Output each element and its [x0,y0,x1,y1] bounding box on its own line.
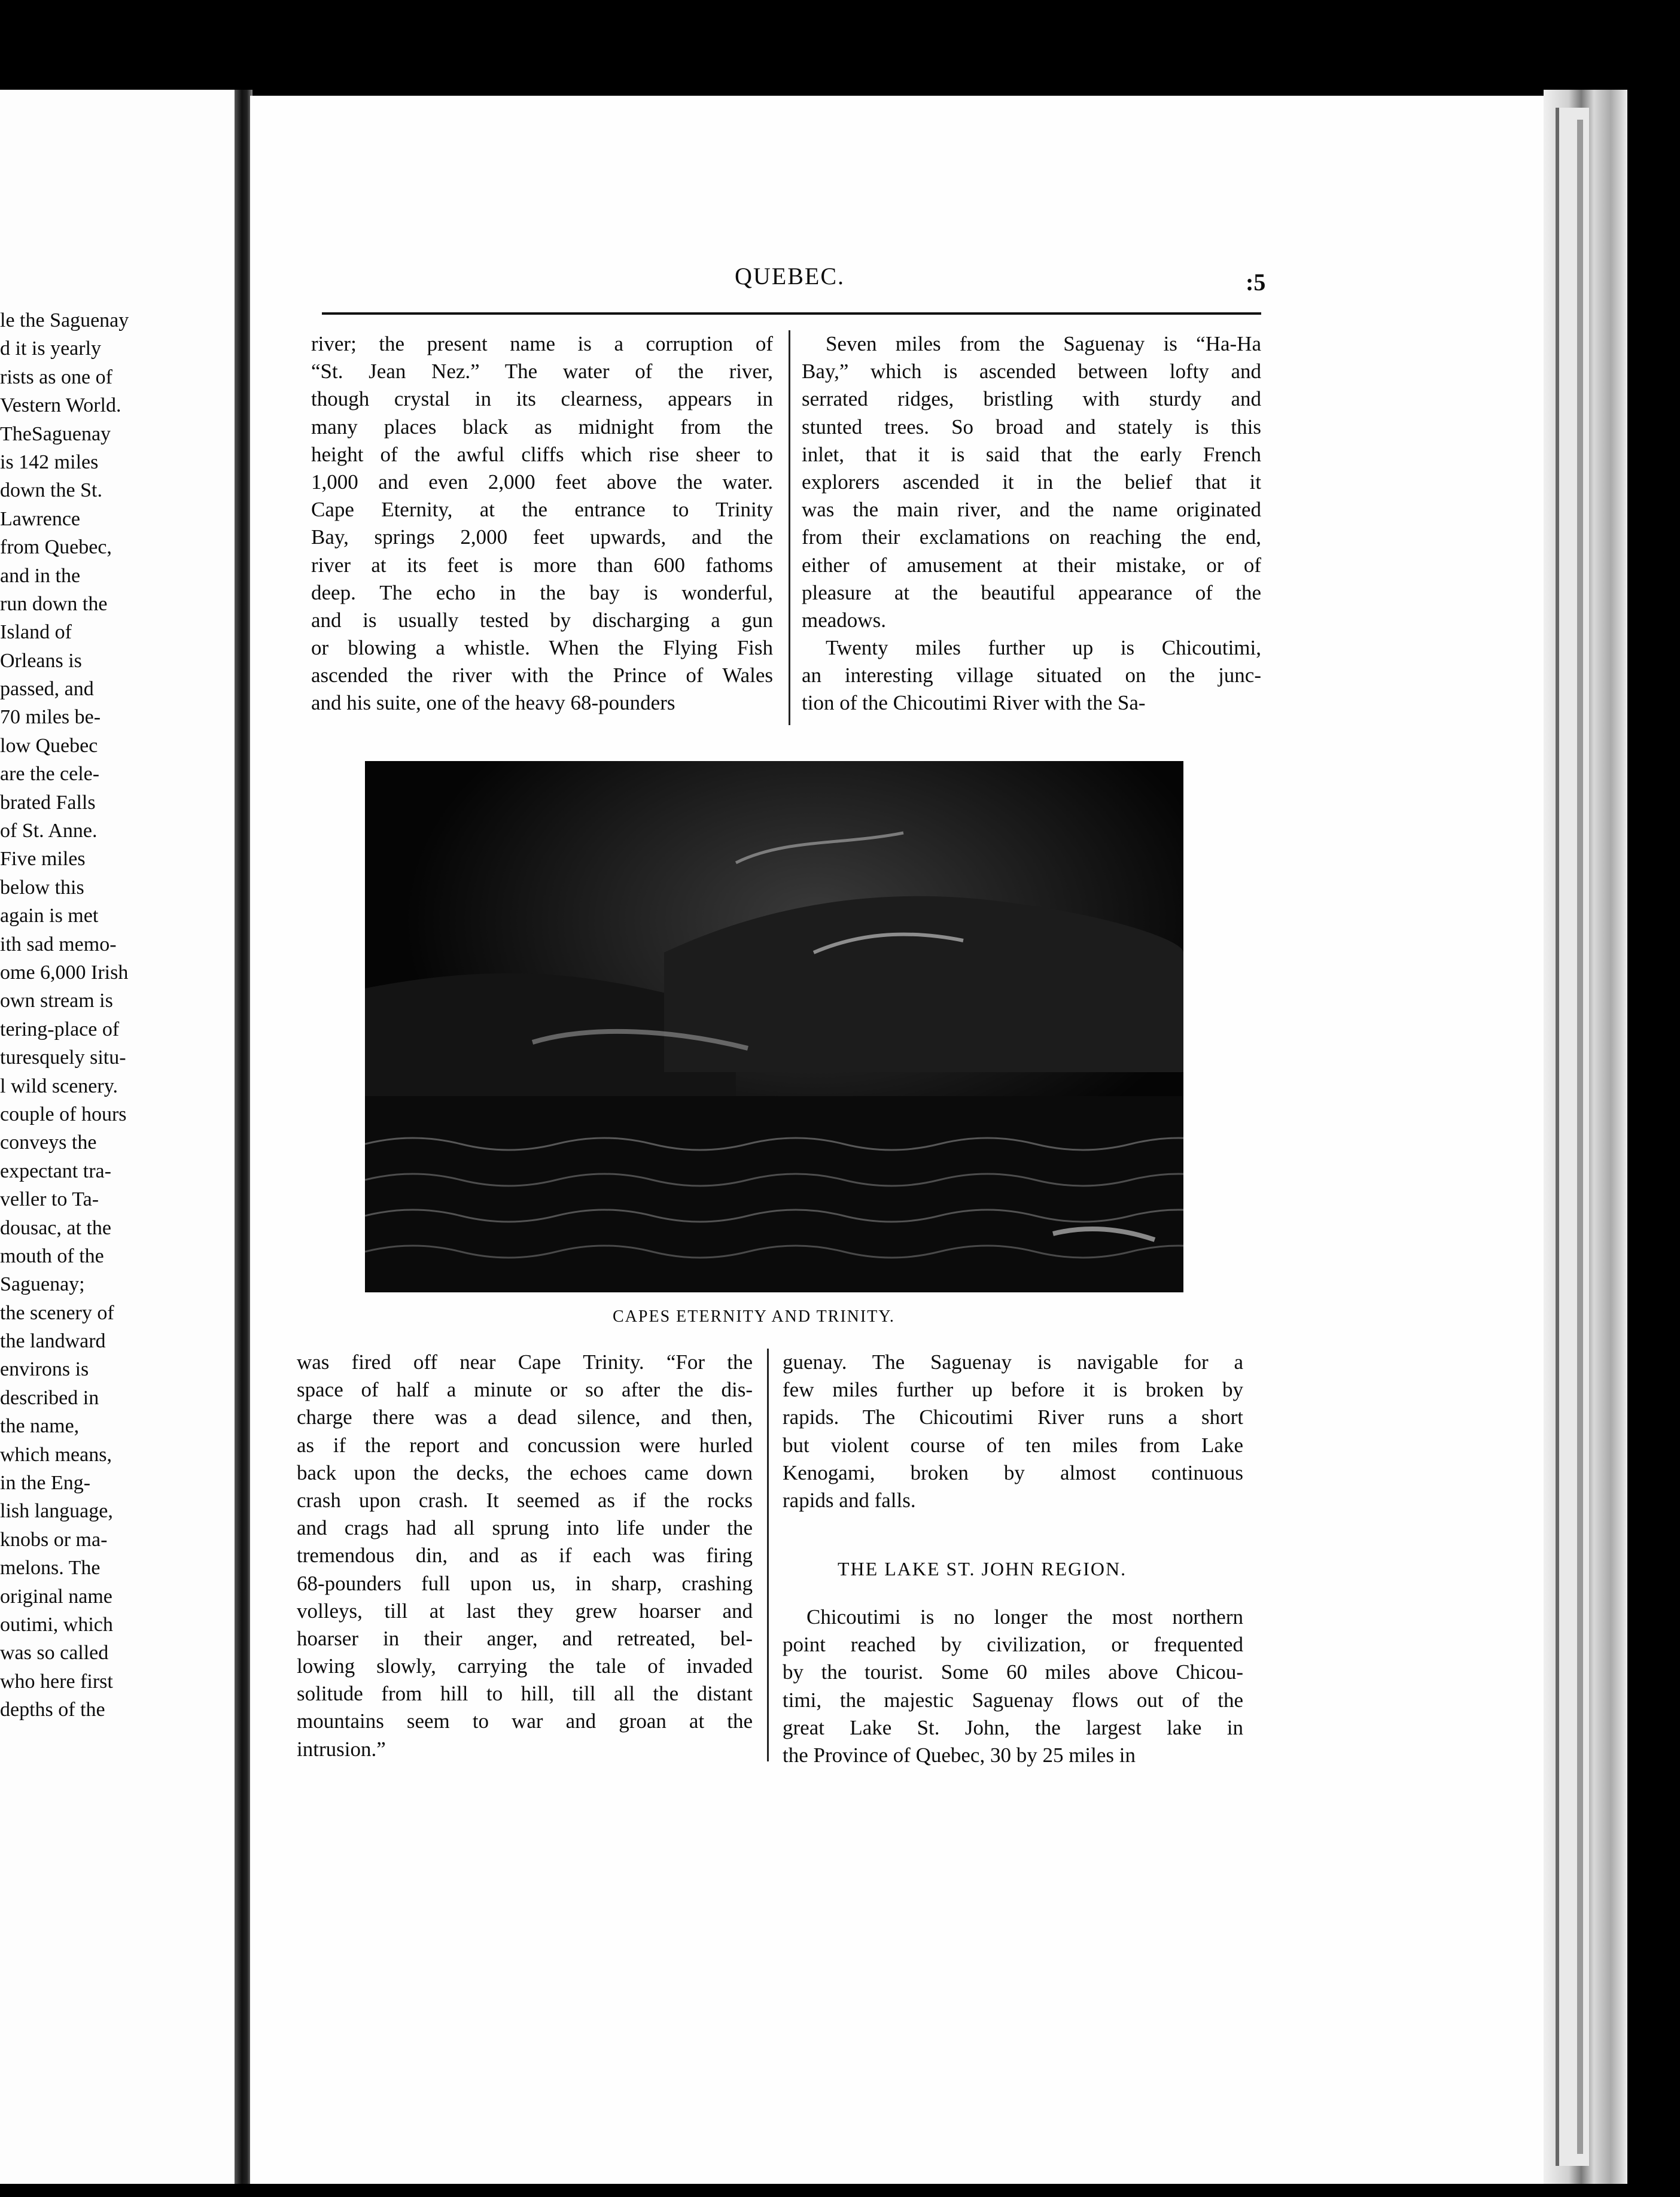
text-line: l wild scenery. [0,1075,118,1097]
text-line: own stream is [0,990,113,1012]
text-line: as if the report and concussion were hurled [297,1433,753,1457]
text-line: inlet, that it is said that the early French [802,442,1261,466]
text-line: environs is [0,1358,89,1381]
column-bottom-right [783,1349,1243,1514]
text-line: lish language, [0,1500,113,1523]
text-line: mountains seem to war and groan at the [297,1709,753,1733]
text-line: Island of [0,621,72,644]
text-line: couple of hours [0,1103,127,1125]
text-line: charge there was a dead silence, and then, [297,1405,753,1429]
page-edge-line [1577,120,1583,2154]
text-line: Twenty miles further up is Chicoutimi, [826,636,1261,660]
text-line: original name [0,1585,112,1608]
text-line: are the cele- [0,763,100,786]
text-line: 70 miles be- [0,706,101,729]
text-line: hoarser in their anger, and retreated, bel- [297,1626,753,1650]
text-line: though crystal in its clearness, appears in [311,387,773,411]
header-rule [322,312,1261,315]
text-line: Five miles [0,848,86,871]
text-line: in the Eng- [0,1472,91,1495]
column-bottom-right-section [783,1603,1243,1769]
text-line: knobs or ma- [0,1528,108,1551]
text-line: of St. Anne. [0,820,98,842]
text-line: great Lake St. John, the largest lake in [783,1715,1243,1739]
text-line: river at its feet is more than 600 fathoms [311,553,773,577]
text-line: TheSaguenay [0,422,111,445]
text-line: rists as one of [0,366,112,388]
text-line: and is usually tested by discharging a gun [311,608,773,632]
left-page-text [0,306,157,1724]
text-line: height of the awful cliffs which rise sheer to [311,442,773,466]
text-line: space of half a minute or so after the dis- [297,1378,753,1402]
text-line: dousac, at the [0,1216,111,1239]
text-line: Bay, springs 2,000 feet upwards, and the [311,525,773,549]
text-line: either of amusement at their mistake, or of [802,553,1261,577]
text-line: Lawrence [0,507,81,530]
text-line: Saguenay; [0,1273,85,1296]
text-line: and his suite, one of the heavy 68-pounders [311,691,675,715]
text-line: who here first [0,1670,113,1693]
column-divider-bottom [767,1349,769,1761]
text-line: is 142 miles [0,451,99,473]
text-line: and crags had all sprung into life under the [297,1516,753,1540]
text-line: the name, [0,1415,80,1438]
text-line: passed, and [0,678,94,701]
column-top-left [311,330,773,717]
text-line: an interesting village situated on the junc- [802,664,1261,687]
text-line: stunted trees. So broad and stately is this [802,415,1261,439]
text-line: expectant tra- [0,1160,111,1182]
column-divider-top [789,330,790,725]
text-line: intrusion.” [297,1737,386,1761]
text-line: Vestern World. [0,394,121,417]
text-line: was fired off near Cape Trinity. “For the [297,1350,753,1374]
text-line: ome 6,000 Irish [0,961,129,984]
text-line: rapids and falls. [783,1488,916,1512]
text-line: Chicoutimi is no longer the most northern [806,1605,1243,1629]
text-line: the landward [0,1330,106,1353]
text-line: tering-place of [0,1018,120,1040]
page-number: :5 [1246,269,1266,296]
text-line: Kenogami, broken by almost continuous [783,1460,1243,1484]
text-line: Cape Eternity, at the entrance to Trinity [311,498,773,522]
text-line: explorers ascended it in the belief that it [802,470,1261,494]
text-line: depths of the [0,1699,105,1721]
text-line: conveys the [0,1131,97,1154]
text-line: was so called [0,1642,109,1665]
text-line: guenay. The Saguenay is navigable for a [783,1350,1243,1374]
text-line: pleasure at the beautiful appearance of the [802,580,1261,604]
text-line: Bay,” which is ascended between lofty and [802,360,1261,384]
text-line: melons. The [0,1557,101,1580]
text-line: turesquely situ- [0,1046,126,1069]
running-head: QUEBEC. [735,263,845,290]
text-line: low Quebec [0,734,98,757]
text-line: Orleans is [0,649,82,672]
text-line: again is met [0,905,99,927]
text-line: was the main river, and the name originated [802,498,1261,522]
column-bottom-left [297,1349,753,1763]
page-edge-inner [1556,108,1589,2166]
text-line: ascended the river with the Prince of Wales [311,664,773,687]
text-line: serrated ridges, bristling with sturdy and [802,387,1261,411]
text-line: Seven miles from the Saguenay is “Ha-Ha [826,332,1261,355]
text-line: tion of the Chicoutimi River with the Sa- [802,691,1146,715]
text-line: by the tourist. Some 60 miles above Chicou- [783,1660,1243,1684]
text-line: “St. Jean Nez.” The water of the river, [311,360,773,384]
text-line: le the Saguenay [0,309,129,331]
text-line: veller to Ta- [0,1188,99,1211]
text-line: brated Falls [0,791,96,814]
text-line: mouth of the [0,1244,104,1267]
text-line: many places black as midnight from the [311,415,773,439]
text-line: rapids. The Chicoutimi River runs a short [783,1405,1243,1429]
text-line: few miles further up before it is broken by [783,1378,1243,1402]
text-line: back upon the decks, the echoes came down [297,1460,753,1484]
text-line: deep. The echo in the bay is wonderful, [311,580,773,604]
text-line: lowing slowly, carrying the tale of invaded [297,1654,753,1678]
text-line: the Province of Quebec, 30 by 25 miles in [783,1743,1136,1767]
text-line: outimi, which [0,1613,113,1636]
text-line: timi, the majestic Saguenay flows out of the [783,1688,1243,1712]
text-line: 68-pounders full upon us, in sharp, crashing [297,1571,753,1595]
column-top-right [802,330,1261,717]
text-line: described in [0,1386,99,1409]
section-heading: THE LAKE ST. JOHN REGION. [838,1558,1127,1580]
text-line: down the St. [0,479,102,502]
text-line: below this [0,876,84,899]
text-line: river; the present name is a corruption of [311,332,773,355]
text-line: d it is yearly [0,337,102,360]
photograph-capes [365,761,1183,1292]
text-line: and in the [0,564,81,587]
text-line: tremendous din, and as if each was firing [297,1544,753,1568]
text-line: which means, [0,1443,112,1466]
text-line: but violent course of ten miles from Lake [783,1433,1243,1457]
text-line: solitude from hill to hill, till all the distant [297,1682,753,1706]
text-line: ith sad memo- [0,933,117,956]
photo-caption: CAPES ETERNITY AND TRINITY. [613,1307,895,1326]
text-line: run down the [0,592,108,615]
text-line: or blowing a whistle. When the Flying Fish [311,636,773,660]
text-line: from Quebec, [0,536,112,559]
text-line: volleys, till at last they grew hoarser and [297,1599,753,1623]
text-line: 1,000 and even 2,000 feet above the water. [311,470,773,494]
text-line: the scenery of [0,1301,114,1324]
text-line: meadows. [802,608,886,632]
text-line: crash upon crash. It seemed as if the rocks [297,1488,753,1512]
text-line: from their exclamations on reaching the end, [802,525,1261,549]
text-line: point reached by civilization, or frequented [783,1633,1243,1657]
